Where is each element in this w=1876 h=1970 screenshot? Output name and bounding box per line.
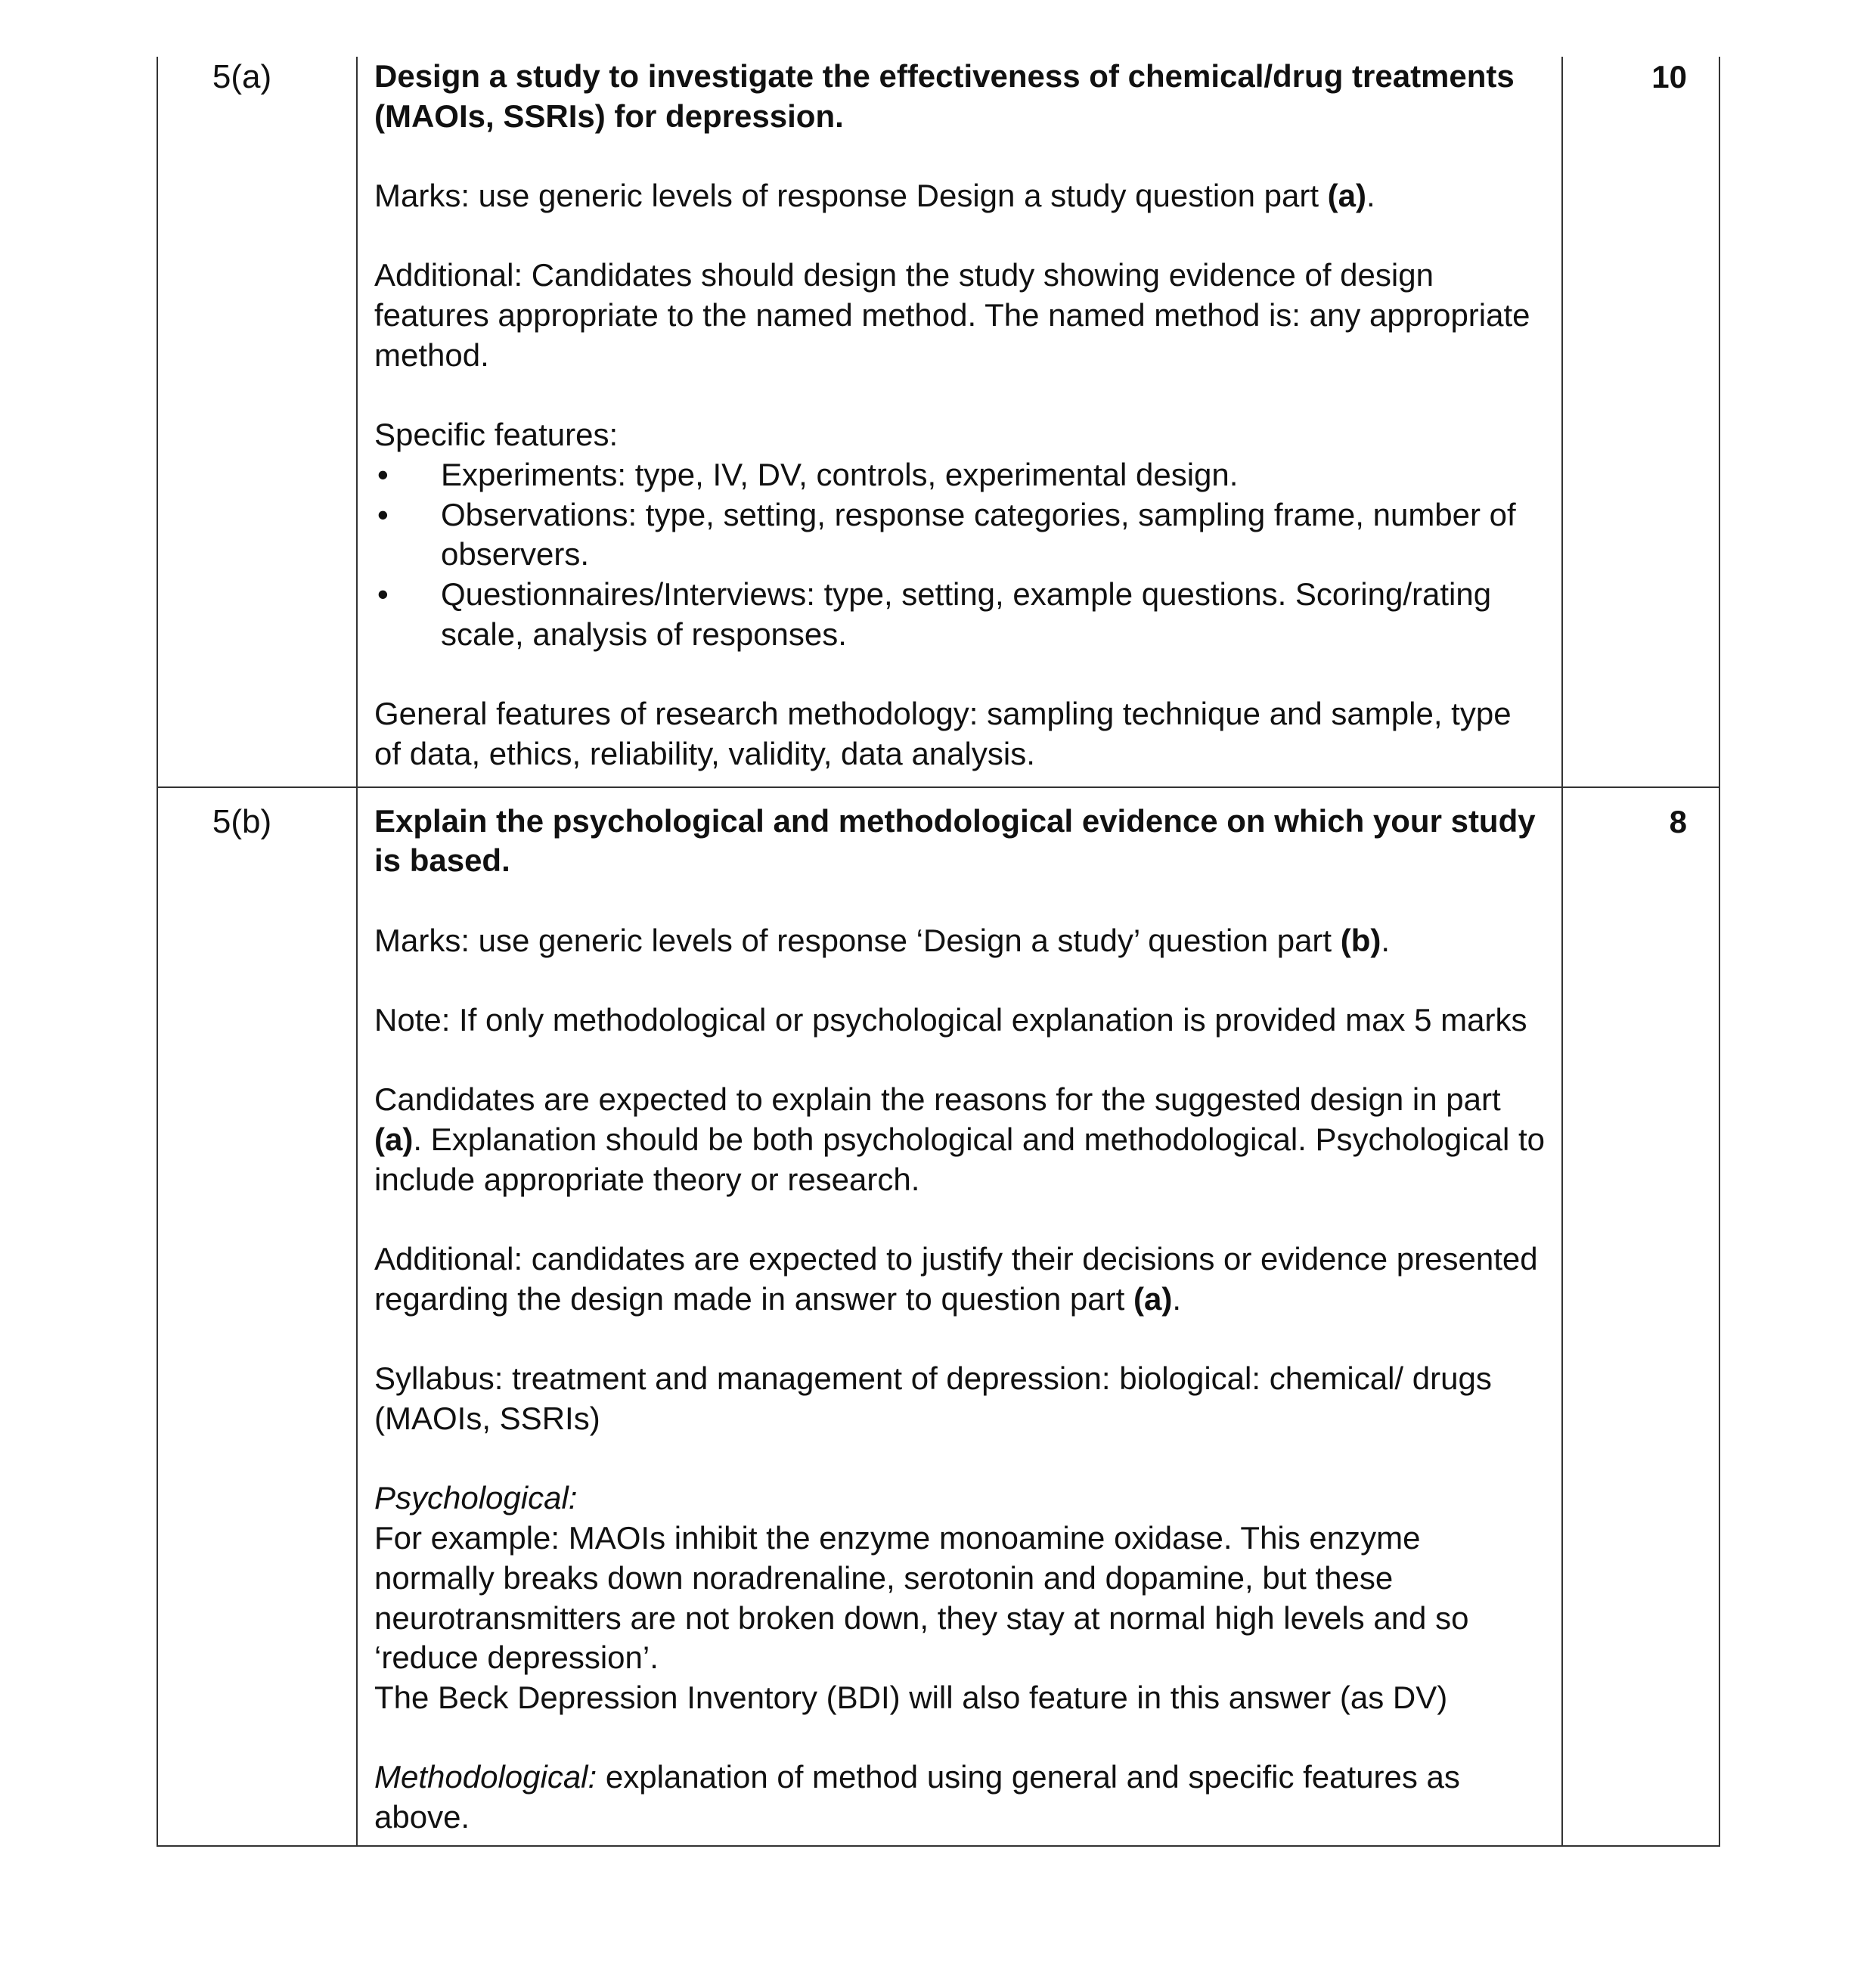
answer-guidance-cell <box>358 788 1563 1845</box>
question-heading: Design a study to investigate the effectiveness of chemical/drug treatments (MAOIs, SSRIs) for depression. <box>374 58 1515 134</box>
bdi-note: The Beck Depression Inventory (BDI) will also feature in this answer (as DV) <box>374 1679 1448 1715</box>
marks-cell <box>1563 57 1719 786</box>
marks-instruction-text: Marks: use generic levels of response ‘Design a study’ question part <box>374 922 1341 958</box>
methodological <box>374 1757 1546 1837</box>
additional-text: Additional: candidates are expected to justify their decisions or evidence presented regarding the design made in answer to question part <box>374 1241 1538 1317</box>
syllabus: Syllabus: treatment and management of depression: biological: chemical/ drugs (MAOIs, SSRIs) <box>374 1360 1492 1437</box>
question-heading: Explain the psychological and methodological evidence on which your study is based. <box>374 802 1536 879</box>
additional-guidance: Additional: Candidates should design the study showing evidence of design features appropriate to the named method. The named method is: any appropriate method. <box>374 257 1530 373</box>
marks-instruction-part: (a) <box>1327 178 1366 214</box>
marks-value: 8 <box>1669 803 1687 839</box>
note: Note: If only methodological or psychological explanation is provided max 5 marks <box>374 1002 1527 1038</box>
psychological-text: For example: MAOIs inhibit the enzyme monoamine oxidase. This enzyme normally breaks down noradrenaline, serotonin and dopamine, but these neurotransmitters are not broken down, they stay at normal high levels and so ‘reduce depression’. <box>374 1520 1469 1676</box>
specific-features-list <box>374 455 1546 655</box>
table-row <box>158 786 1719 1845</box>
marks-instruction-part: (b) <box>1340 922 1381 958</box>
marks-value: 10 <box>1651 59 1687 95</box>
candidates-part: (a) <box>374 1122 414 1158</box>
additional-text-end: . <box>1172 1280 1181 1317</box>
additional-guidance <box>374 1239 1546 1319</box>
candidates-text: Candidates are expected to explain the reasons for the suggested design in part <box>374 1081 1501 1118</box>
table-row <box>158 57 1719 786</box>
list-item: • Experiments: type, IV, DV, controls, experimental design. <box>374 455 1546 495</box>
question-number-cell <box>158 788 358 1845</box>
methodological-text: explanation of method using general and specific features as above. <box>374 1759 1460 1835</box>
list-item: • Observations: type, setting, response categories, sampling frame, number of observers. <box>374 495 1546 575</box>
psychological-title: Psychological: <box>374 1480 578 1516</box>
marks-instruction-text: Marks: use generic levels of response Design a study question part <box>374 178 1328 214</box>
marks-instruction-end: . <box>1366 178 1375 214</box>
answer-guidance-cell <box>358 57 1563 786</box>
question-number: 5(b) <box>212 802 272 840</box>
candidates-guidance <box>374 1080 1546 1199</box>
marks-cell <box>1563 788 1719 1845</box>
question-number: 5(a) <box>212 58 272 95</box>
methodological-title: Methodological: <box>374 1759 597 1795</box>
list-item: • Questionnaires/Interviews: type, setting, example questions. Scoring/rating scale, analysis of responses. <box>374 575 1546 654</box>
marks-instruction <box>374 921 1546 961</box>
additional-part: (a) <box>1133 1280 1173 1317</box>
marks-instruction <box>374 176 1546 216</box>
general-features: General features of research methodology: sampling technique and sample, type of data, ethics, reliability, validity, data analysis. <box>374 696 1512 771</box>
candidates-text-end: . Explanation should be both psychological and methodological. Psychological to include appropriate theory or research. <box>374 1122 1545 1197</box>
question-number-cell <box>158 57 358 786</box>
mark-scheme-table <box>157 57 1720 1847</box>
specific-features-title: Specific features: <box>374 417 619 453</box>
marks-instruction-end: . <box>1381 922 1391 958</box>
